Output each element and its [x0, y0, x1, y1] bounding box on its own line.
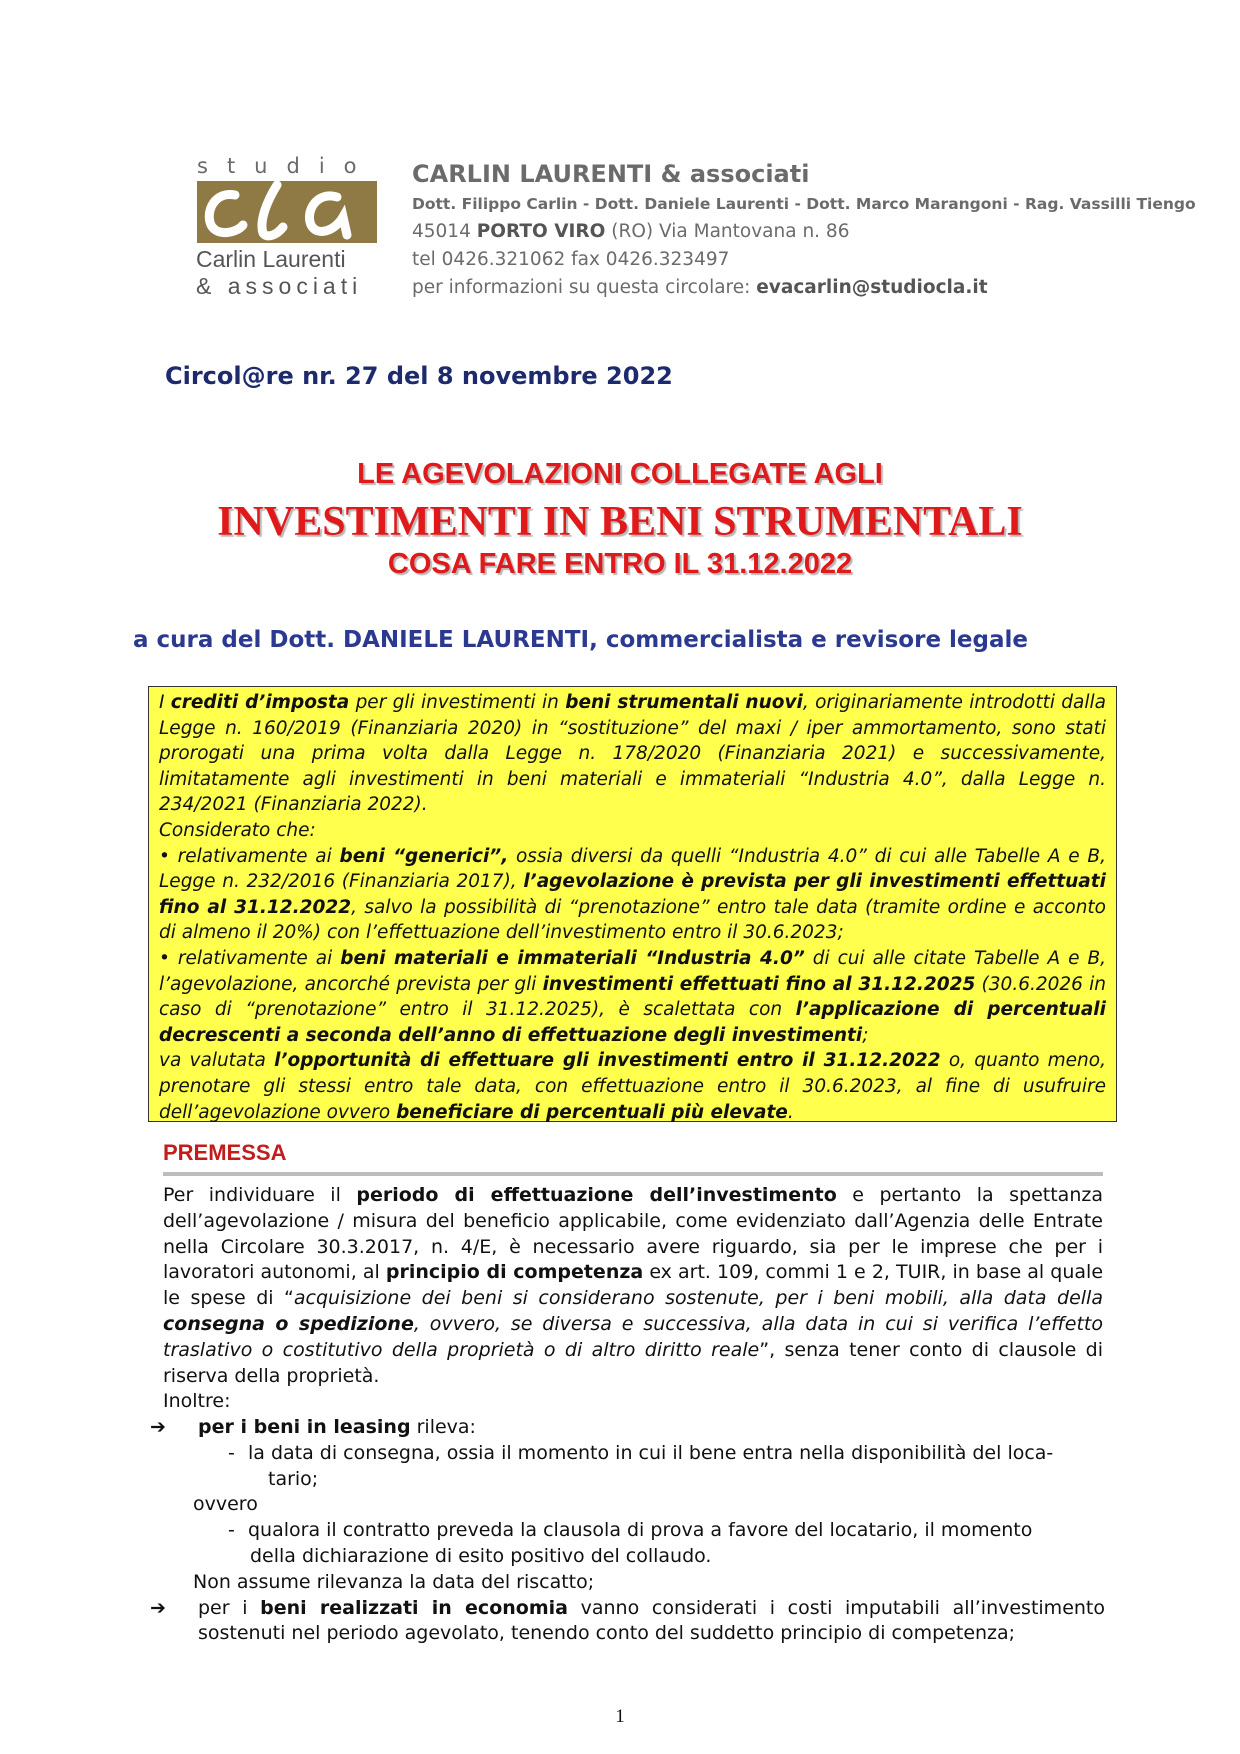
section-heading-premessa: PREMESSA	[163, 1140, 287, 1165]
title-line-1: LE AGEVOLAZIONI COLLEGATE AGLI	[357, 458, 883, 490]
firm-name: CARLIN LAURENTI & associati	[412, 160, 810, 188]
section-divider	[163, 1172, 1103, 1176]
author-line: a cura del Dott. DANIELE LAURENTI, commercialista e revisore legale	[133, 627, 1029, 653]
sub-item-consegna: - la data di consegna, ossia il momento in cui il bene entra nella disponibilità del loca-	[150, 1441, 1105, 1467]
address	[412, 218, 1196, 246]
arrow-icon: ➔	[150, 1416, 166, 1438]
premessa-inoltre: Inoltre:	[163, 1390, 231, 1413]
partners-list: Dott. Filippo Carlin - Dott. Daniele Laurenti - Dott. Marco Marangoni - Rag. Vassilli Tiengo	[412, 195, 1196, 213]
ovvero-text: ovvero	[193, 1493, 258, 1516]
summary-considerato: Considerato che:	[159, 819, 316, 841]
letterhead	[412, 158, 1196, 302]
info-email-link[interactable]: evacarlin@studiocla.it	[756, 277, 988, 298]
address-street: (RO) Via Mantovana n. 86	[605, 221, 850, 242]
logo-associati: & associati	[196, 273, 363, 299]
riscatto-note: Non assume rilevanza la data del riscatto;	[193, 1570, 595, 1593]
summary-box	[148, 686, 1117, 1122]
summary-bullet-generici: • relativamente ai beni “generici”, ossia diversi da quelli “Industria 4.0” di cui alle Tabelle A e B, Legge n. 232/2016 (Finanziaria 2017), l’agevolazione è prevista per gli investimenti effettuati fino al 31.12.2022, salvo la possibilità di “prenotazione” entro tale data (tramite ordine e acconto di almeno il 20%) con l’effettuazione dell’investimento entro il 30.6.2023;	[159, 845, 1106, 944]
address-city: PORTO VIRO	[476, 221, 606, 242]
logo-studio-text: studio	[197, 154, 376, 178]
phone-fax: tel 0426.321062 fax 0426.323497	[412, 249, 730, 270]
summary-bullet-industria: • relativamente ai beni materiali e immateriali “Industria 4.0” di cui alle citate Tabelle A e B, l’agevolazione, ancorché prevista per gli investimenti effettuati fino al 31.12.2025 (30.6.2026 in caso di “prenotazione” entro il 31.12.2025), è scalettata con l’applicazione di percentuali decrescenti a seconda dell’anno di effettuazione degli investimenti;	[159, 947, 1107, 1046]
list-item-economia: ➔ per i beni realizzati in economia vanno considerati i costi imputabili all’investimento sostenuti nel periodo agevolato, tenendo conto del suddetto principio di competenza;	[150, 1596, 1105, 1645]
title-line-2: INVESTIMENTI IN BENI STRUMENTALI	[217, 499, 1023, 545]
sub-item-collaudo-cont: della dichiarazione di esito positivo del collaudo.	[250, 1544, 712, 1567]
logo-name: Carlin Laurenti	[196, 246, 346, 272]
list-item-leasing: ➔ per i beni in leasing rileva:	[150, 1415, 1105, 1441]
sub-item-collaudo: - qualora il contratto preveda la clausola di prova a favore del locatario, il momento	[150, 1518, 1105, 1544]
premessa-paragraph: Per individuare il periodo di effettuazione dell’investimento e pertanto la spettanza dell’agevolazione / misura del beneficio applicabile, come evidenziato dall’Agenzia delle Entrate nella Circolare 30.3.2017, n. 4/E, è necessario avere riguardo, sia per le imprese che per i lavoratori autonomi, al principio di competenza ex art. 109, commi 1 e 2, TUIR, in base al quale le spese di “acquisizione dei beni si considerano sostenute, per i beni mobili, alla data della consegna o spedizione, ovvero, se diversa e successiva, alla data in cui si verifica l’effetto traslativo o costitutivo della proprietà o di altro diritto reale”, senza tener conto di clausole di riserva della proprietà.	[163, 1184, 1104, 1387]
premessa-body	[163, 1183, 1103, 1415]
info-line	[412, 274, 1196, 302]
page-number: 1	[615, 1706, 625, 1727]
dash-icon: -	[228, 1441, 235, 1464]
sub-item-consegna-cont: tario;	[268, 1467, 319, 1490]
dash-icon: -	[228, 1519, 235, 1542]
circular-number: Circol@re nr. 27 del 8 novembre 2022	[165, 362, 673, 390]
address-cap: 45014	[412, 221, 477, 242]
summary-paragraph: I crediti d’imposta per gli investimenti in beni strumentali nuovi, originariamente introdotti dalla Legge n. 160/2019 (Finanziaria 2020) in “sostituzione” del maxi / iper ammortamento, sono stati prorogati una prima volta dalla Legge n. 178/2020 (Finanziaria 2021) e successivamente, limitatamente agli investimenti in beni materiali e immateriali “Industria 4.0”, dalla Legge n. 234/2021 (Finanziaria 2022).	[159, 692, 1107, 816]
info-label: per informazioni su questa circolare:	[412, 277, 757, 298]
logo-mark-icon	[197, 181, 377, 243]
premessa-list	[150, 1415, 1105, 1647]
title-line-3: COSA FARE ENTRO IL 31.12.2022	[387, 548, 853, 580]
summary-conclusion: va valutata l’opportunità di effettuare gli investimenti entro il 31.12.2022 o, quanto meno, prenotare gli stessi entro tale data, con effettuazione entro il 30.6.2023, al fine di usufruire dell’agevolazione ovvero beneficiare di percentuali più elevate.	[159, 1050, 1106, 1123]
arrow-icon: ➔	[150, 1596, 166, 1619]
